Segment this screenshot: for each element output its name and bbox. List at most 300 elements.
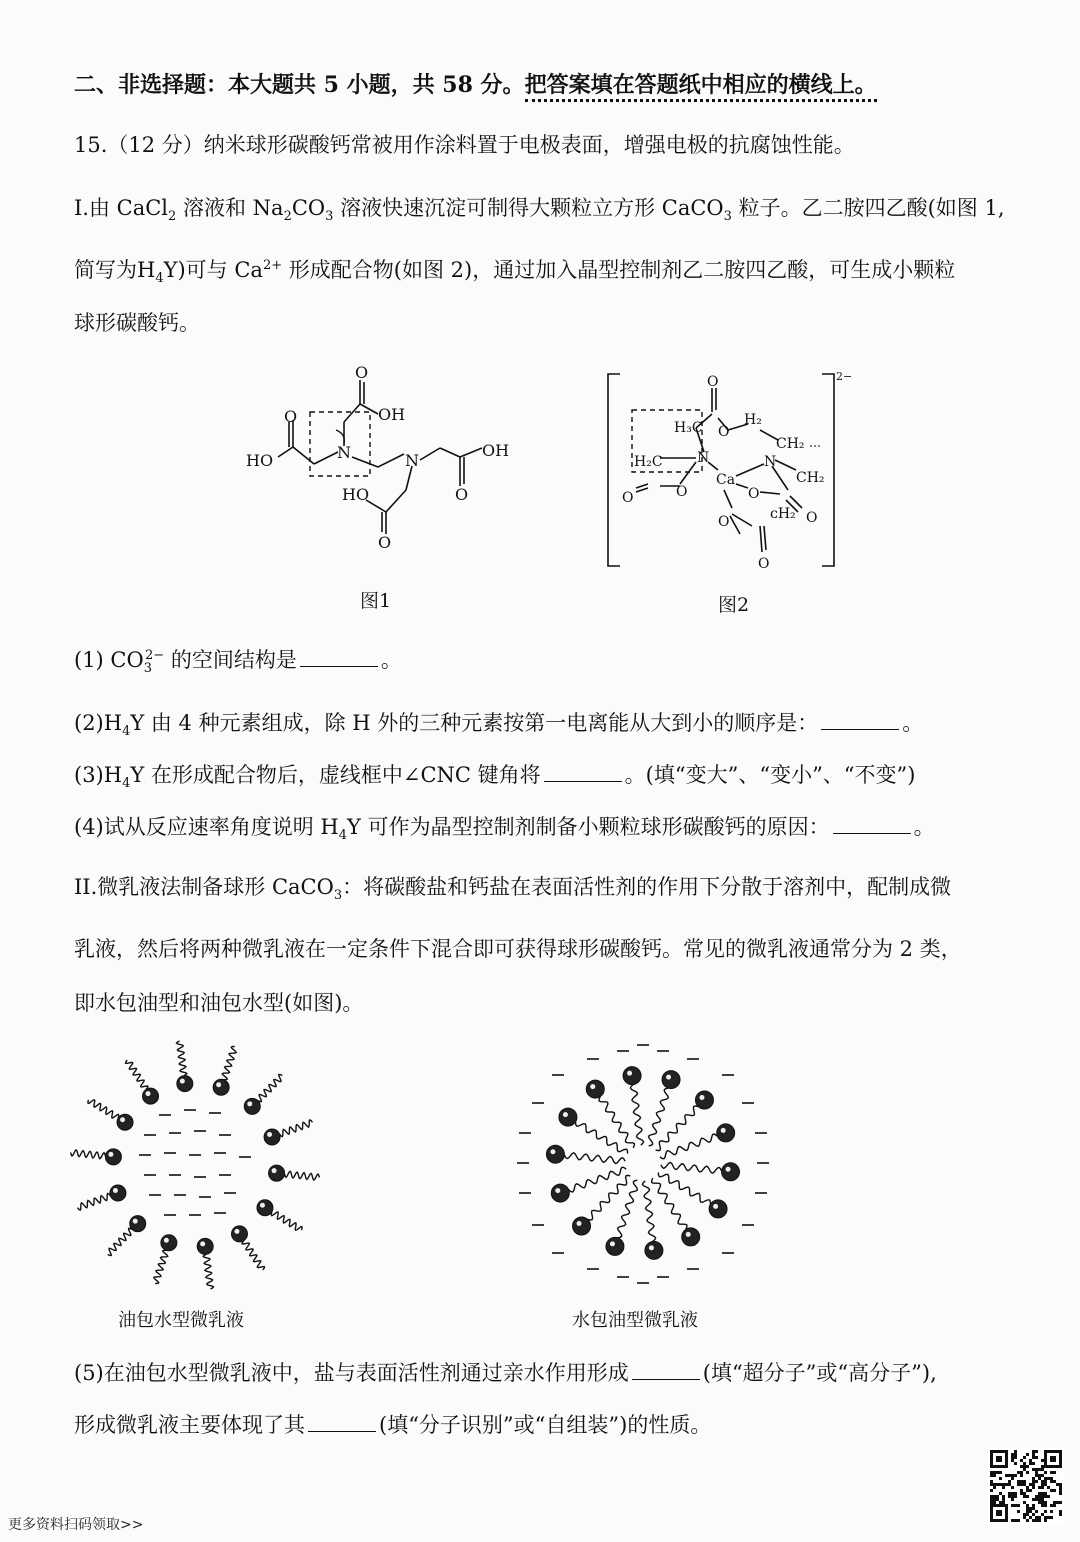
surfactant-tail <box>588 1175 631 1220</box>
qr-module <box>999 1471 1002 1474</box>
text-seg: (3)H <box>74 763 123 787</box>
qr-module <box>1038 1468 1041 1471</box>
qr-module <box>1056 1501 1059 1504</box>
micelle-oil-in-water <box>518 1038 768 1288</box>
head-highlight <box>216 1082 221 1087</box>
qr-module <box>1020 1459 1023 1462</box>
surfactant-tail <box>177 1041 187 1076</box>
qr-module <box>1020 1492 1023 1495</box>
qr-module <box>1032 1486 1035 1489</box>
qr-module <box>1056 1483 1059 1486</box>
subscript: 3 <box>143 661 152 677</box>
subscript: 4 <box>122 776 131 792</box>
qr-module <box>1032 1462 1035 1465</box>
o-right: O <box>455 485 469 504</box>
qr-module <box>1008 1483 1011 1486</box>
surfactant-head <box>257 1200 273 1216</box>
surfactant-tail <box>661 1163 722 1174</box>
question-5-line1 <box>74 1358 937 1388</box>
qr-module <box>1029 1516 1032 1519</box>
surfactant-head <box>130 1216 146 1232</box>
qr-module <box>1026 1453 1029 1456</box>
qr-module <box>1059 1492 1062 1495</box>
qr-module <box>1026 1504 1029 1507</box>
qr-module <box>1041 1468 1044 1471</box>
qr-code-icon[interactable] <box>988 1448 1064 1524</box>
qr-module <box>1002 1498 1005 1501</box>
qr-module <box>1026 1510 1029 1513</box>
qr-module <box>996 1495 999 1498</box>
ho-bottom: HO <box>342 485 370 504</box>
qr-module <box>1047 1486 1050 1489</box>
answer-blank-5b[interactable] <box>308 1413 376 1432</box>
qr-module <box>1041 1492 1044 1495</box>
surfactant-head <box>105 1149 121 1165</box>
surfactant-tail <box>642 1181 655 1242</box>
qr-module <box>1014 1456 1017 1459</box>
qr-module <box>1053 1471 1056 1474</box>
qr-module <box>1032 1504 1035 1507</box>
qr-module <box>1008 1495 1011 1498</box>
qr-module <box>1032 1513 1035 1516</box>
question-4 <box>74 812 935 842</box>
surfactant-head <box>213 1079 229 1095</box>
surfactant-tail <box>564 1153 625 1164</box>
o-top: O <box>707 374 719 390</box>
qr-module <box>1011 1453 1014 1456</box>
surfactant-head <box>264 1129 280 1145</box>
qr-module <box>1011 1486 1014 1489</box>
qr-module <box>1053 1504 1056 1507</box>
qr-module <box>990 1501 993 1504</box>
answer-blank-3[interactable] <box>544 763 622 782</box>
qr-module <box>1014 1453 1017 1456</box>
head-highlight <box>686 1232 691 1237</box>
text-seg: 的空间结构是 <box>164 648 297 672</box>
qr-module <box>1020 1480 1023 1483</box>
n-left: N <box>337 443 351 462</box>
qr-module <box>1020 1474 1023 1477</box>
qr-module <box>999 1477 1002 1480</box>
qr-module <box>1044 1483 1047 1486</box>
qr-module <box>1011 1495 1014 1498</box>
qr-module <box>1011 1456 1014 1459</box>
qr-module <box>1044 1516 1047 1519</box>
surfactant-head <box>269 1165 285 1181</box>
text-seg: 粒子。乙二胺四乙酸(如图 1, <box>731 196 1005 220</box>
qr-module <box>1050 1489 1053 1492</box>
qr-module <box>1014 1450 1017 1453</box>
section-heading-main: 二、非选择题：本大题共 5 小题，共 58 分。 <box>74 72 525 98</box>
qr-module <box>1017 1510 1020 1513</box>
text-seg: (填“超分子”或“高分子”), <box>702 1361 937 1385</box>
head-highlight <box>726 1167 731 1172</box>
o-ring: O <box>718 424 730 440</box>
text-seg: (4)试从反应速率角度说明 H <box>74 815 339 839</box>
head-highlight <box>260 1203 265 1208</box>
qr-module <box>1023 1492 1026 1495</box>
text-seg: II.微乳液法制备球形 CaCO <box>74 875 334 899</box>
question-5-line2 <box>74 1410 711 1440</box>
qr-module <box>1023 1516 1026 1519</box>
section-heading-emphasis: 把答案填在答题纸中相应的横线上。 <box>525 72 877 102</box>
question-intro: 15.（12 分）纳米球形碳酸钙常被用作涂料置于电极表面，增强电极的抗腐蚀性能。 <box>74 133 855 157</box>
qr-module <box>1038 1498 1041 1501</box>
surfactant-head <box>546 1145 564 1163</box>
qr-module <box>1044 1519 1047 1522</box>
surfactant-head <box>695 1091 713 1109</box>
qr-module <box>996 1483 999 1486</box>
subscript: 2 <box>283 209 292 225</box>
qr-module <box>1032 1468 1035 1471</box>
qr-module <box>1002 1495 1005 1498</box>
qr-module <box>1059 1483 1062 1486</box>
text-seg: Y 在形成配合物后，虚线框中∠CNC 键角将 <box>130 763 541 787</box>
qr-module <box>993 1495 996 1498</box>
o-left: O <box>622 490 634 506</box>
head-highlight <box>577 1221 582 1226</box>
qr-module <box>1026 1471 1029 1474</box>
qr-module <box>1035 1474 1038 1477</box>
surfactant-tail <box>599 1097 634 1148</box>
head-highlight <box>699 1095 704 1100</box>
o-bottom: O <box>758 556 770 572</box>
question-2 <box>74 708 923 738</box>
qr-module <box>1050 1480 1053 1483</box>
o-top: O <box>355 363 369 382</box>
text-seg: 形成配合物(如图 2)，通过加入晶型控制剂乙二胺四乙酸，可生成小颗粒 <box>282 258 956 282</box>
surfactant-tail <box>222 1047 236 1080</box>
qr-module <box>1059 1510 1062 1513</box>
qr-module <box>1023 1495 1026 1498</box>
qr-module <box>1020 1489 1023 1492</box>
head-highlight <box>200 1241 205 1246</box>
qr-module <box>1035 1456 1038 1459</box>
head-highlight <box>550 1149 555 1154</box>
qr-module <box>1032 1480 1035 1483</box>
qr-module <box>1023 1480 1026 1483</box>
head-highlight <box>272 1168 277 1173</box>
qr-module <box>1041 1504 1044 1507</box>
qr-module <box>1038 1486 1041 1489</box>
surfactant-tail <box>652 1178 687 1229</box>
text-seg: I.由 CaCl <box>74 196 169 220</box>
question-1 <box>74 645 402 675</box>
qr-module <box>993 1486 996 1489</box>
surfactant-tail <box>271 1212 302 1230</box>
qr-module <box>1026 1513 1029 1516</box>
qr-module <box>1044 1504 1047 1507</box>
qr-module <box>1044 1510 1047 1513</box>
subscript: 3 <box>325 209 334 225</box>
qr-module <box>993 1501 996 1504</box>
text-seg: 。 <box>902 711 924 735</box>
qr-module <box>1041 1486 1044 1489</box>
o-bottom: O <box>378 533 392 552</box>
qr-module <box>1035 1468 1038 1471</box>
surfactant-head <box>231 1226 247 1242</box>
qr-module <box>1005 1474 1008 1477</box>
qr-module <box>1035 1480 1038 1483</box>
qr-module <box>990 1480 993 1483</box>
answer-blank-5a[interactable] <box>632 1361 700 1380</box>
figure-2-complex <box>600 366 853 576</box>
qr-module <box>1050 1477 1053 1480</box>
surfactant-head <box>143 1088 159 1104</box>
text-seg: 。(填“变大”、“变小”、“不变”) <box>624 763 916 787</box>
qr-finder-core <box>996 1456 1002 1462</box>
qr-module <box>1038 1495 1041 1498</box>
qr-module <box>1020 1471 1023 1474</box>
surfactant-tail <box>258 1075 282 1102</box>
qr-module <box>1026 1519 1029 1522</box>
part1-line1 <box>74 193 1005 223</box>
surfactant-head <box>682 1228 700 1246</box>
text-seg: 简写为H <box>74 258 156 282</box>
qr-module <box>1044 1477 1047 1480</box>
o-lower: O <box>718 514 730 530</box>
head-highlight <box>234 1229 239 1234</box>
surfactant-tail <box>618 1180 638 1238</box>
qr-module <box>1059 1486 1062 1489</box>
qr-module <box>1047 1477 1050 1480</box>
qr-finder-core <box>1050 1456 1056 1462</box>
qr-module <box>1029 1510 1032 1513</box>
qr-module <box>1038 1519 1041 1522</box>
qr-module <box>1035 1498 1038 1501</box>
oh-top: OH <box>378 405 406 424</box>
surfactant-head <box>573 1217 591 1235</box>
micelle-left-caption: 油包水型微乳液 <box>118 1310 244 1331</box>
answer-blank-4[interactable] <box>833 815 911 834</box>
qr-module <box>1050 1471 1053 1474</box>
head-highlight <box>133 1219 138 1224</box>
head-highlight <box>146 1091 151 1096</box>
head-highlight <box>649 1245 654 1250</box>
question-3 <box>74 760 915 790</box>
qr-module <box>990 1483 993 1486</box>
qr-module <box>1038 1492 1041 1495</box>
qr-module <box>1041 1465 1044 1468</box>
qr-module <box>993 1498 996 1501</box>
qr-module <box>1023 1465 1026 1468</box>
qr-module <box>1011 1492 1014 1495</box>
ch2-bottom: ᴄH₂ <box>770 506 796 522</box>
surfactant-tail <box>203 1254 213 1289</box>
qr-module <box>1041 1495 1044 1498</box>
subscript: 3 <box>723 209 732 225</box>
head-highlight <box>108 1152 113 1157</box>
qr-module <box>1053 1501 1056 1504</box>
qr-module <box>1038 1474 1041 1477</box>
head-highlight <box>610 1241 615 1246</box>
qr-module <box>1023 1513 1026 1516</box>
qr-module <box>1014 1519 1017 1522</box>
n-left: N <box>697 450 710 466</box>
surfactant-tail <box>285 1171 320 1180</box>
qr-module <box>1002 1501 1005 1504</box>
surfactant-tail <box>88 1100 119 1118</box>
qr-module <box>1011 1474 1014 1477</box>
qr-module <box>1008 1492 1011 1495</box>
part2-line3: 即水包油型和油包水型(如图)。 <box>74 991 364 1015</box>
head-highlight <box>627 1071 632 1076</box>
head-highlight <box>247 1101 252 1106</box>
qr-module <box>1053 1480 1056 1483</box>
h2-label: H₂ <box>744 412 762 428</box>
qr-module <box>1029 1462 1032 1465</box>
oh-right: OH <box>482 441 510 460</box>
text-seg: (5)在油包水型微乳液中，盐与表面活性剂通过亲水作用形成 <box>74 1361 629 1385</box>
part2-line1 <box>74 872 951 902</box>
surfactant-head <box>662 1071 680 1089</box>
head-highlight <box>180 1079 185 1084</box>
qr-module <box>1017 1471 1020 1474</box>
micelle-right-caption: 水包油型微乳液 <box>572 1310 698 1331</box>
text-seg: 溶液和 Na <box>176 196 284 220</box>
qr-module <box>1008 1480 1011 1483</box>
qr-module <box>1050 1510 1053 1513</box>
qr-module <box>1035 1510 1038 1513</box>
qr-module <box>1014 1474 1017 1477</box>
text-seg: 。 <box>380 648 402 672</box>
part2-line2: 乳液，然后将两种微乳液在一定条件下混合即可获得球形碳酸钙。常见的微乳液通常分为 2 类， <box>74 937 962 961</box>
surfactant-tail <box>649 1088 669 1146</box>
surfactant-tail <box>656 1106 699 1151</box>
ho-left: HO <box>246 451 274 470</box>
o-mid-left: O <box>676 484 688 500</box>
part1-line3: 球形碳酸钙。 <box>74 311 200 335</box>
qr-module <box>1044 1492 1047 1495</box>
o-left: O <box>284 407 298 426</box>
surfactant-head <box>606 1237 624 1255</box>
qr-module <box>1032 1450 1035 1453</box>
n-right: N <box>405 451 419 470</box>
head-highlight <box>113 1188 118 1193</box>
head-highlight <box>590 1084 595 1089</box>
head-highlight <box>267 1132 272 1137</box>
ch2-right: CH₂ <box>796 470 825 486</box>
answer-blank-1[interactable] <box>300 648 378 667</box>
qr-module <box>1017 1483 1020 1486</box>
ch2-top: CH₂ <box>776 436 805 452</box>
qr-module <box>1011 1477 1014 1480</box>
qr-module <box>1017 1504 1020 1507</box>
surfactant-head <box>551 1184 569 1202</box>
qr-module <box>1035 1495 1038 1498</box>
h2c-label: H₂C <box>634 454 663 470</box>
text-seg: CO <box>291 196 326 220</box>
surfactant-head <box>717 1124 735 1142</box>
h3c-label: H₃C <box>674 420 703 436</box>
surfactant-head <box>559 1108 577 1126</box>
qr-module <box>1041 1474 1044 1477</box>
qr-module <box>1017 1519 1020 1522</box>
qr-module <box>1047 1516 1050 1519</box>
qr-module <box>993 1474 996 1477</box>
subscript: 3 <box>333 888 343 904</box>
qr-module <box>993 1471 996 1474</box>
text-seg: (填“分子识别”或“自组装”)的性质。 <box>379 1413 712 1437</box>
text-seg: (2)H <box>74 711 123 735</box>
qr-module <box>1053 1489 1056 1492</box>
qr-module <box>1005 1483 1008 1486</box>
charge-label: 2− <box>836 370 853 383</box>
text-seg: 。 <box>913 815 935 839</box>
qr-module <box>999 1501 1002 1504</box>
surfactant-tail <box>630 1085 643 1146</box>
qr-module <box>1035 1516 1038 1519</box>
qr-module <box>1002 1483 1005 1486</box>
qr-module <box>1029 1507 1032 1510</box>
qr-module <box>1032 1453 1035 1456</box>
qr-finder-core <box>996 1510 1002 1516</box>
qr-module <box>1014 1492 1017 1495</box>
qr-module <box>1059 1501 1062 1504</box>
surfactant-head <box>161 1235 177 1251</box>
qr-module <box>1041 1501 1044 1504</box>
qr-module <box>1029 1483 1032 1486</box>
section-heading <box>74 70 877 100</box>
qr-module <box>990 1489 993 1492</box>
qr-module <box>1011 1498 1014 1501</box>
head-highlight <box>563 1112 568 1117</box>
qr-module <box>1020 1465 1023 1468</box>
qr-module <box>1026 1507 1029 1510</box>
qr-module <box>1032 1477 1035 1480</box>
part1-line2 <box>74 255 955 285</box>
qr-module <box>1011 1459 1014 1462</box>
o-right: O <box>806 510 818 526</box>
qr-module <box>1041 1498 1044 1501</box>
qr-module <box>1014 1504 1017 1507</box>
qr-module <box>1044 1471 1047 1474</box>
answer-blank-2[interactable] <box>821 711 899 730</box>
qr-module <box>993 1483 996 1486</box>
qr-module <box>990 1495 993 1498</box>
qr-module <box>1029 1489 1032 1492</box>
surfactant-head <box>117 1114 133 1130</box>
subscript: 4 <box>122 724 131 740</box>
surfactant-head <box>110 1185 126 1201</box>
qr-module <box>1041 1480 1044 1483</box>
qr-module <box>1023 1501 1026 1504</box>
qr-module <box>1032 1519 1035 1522</box>
footer-text: 更多资料扫码领取>> <box>8 1517 144 1533</box>
qr-module <box>1032 1498 1035 1501</box>
surfactant-head <box>197 1238 213 1254</box>
qr-module <box>1023 1462 1026 1465</box>
surfactant-head <box>177 1076 193 1092</box>
surfactant-head <box>586 1080 604 1098</box>
qr-module <box>990 1498 993 1501</box>
text-seg: Y 可作为晶型控制剂制备小颗粒球形碳酸钙的原因： <box>347 815 830 839</box>
qr-module <box>1026 1486 1029 1489</box>
qr-module <box>1011 1504 1014 1507</box>
surfactant-tail <box>242 1241 264 1270</box>
qr-module <box>1023 1468 1026 1471</box>
qr-module <box>1044 1495 1047 1498</box>
qr-module <box>1044 1480 1047 1483</box>
head-highlight <box>555 1188 560 1193</box>
qr-module <box>1047 1495 1050 1498</box>
subscript: 4 <box>155 271 164 287</box>
surfactant-tail <box>154 1250 168 1283</box>
surfactant-tail <box>280 1120 313 1137</box>
text-seg: 形成微乳液主要体现了其 <box>74 1413 305 1437</box>
qr-module <box>1008 1474 1011 1477</box>
qr-module <box>1023 1483 1026 1486</box>
